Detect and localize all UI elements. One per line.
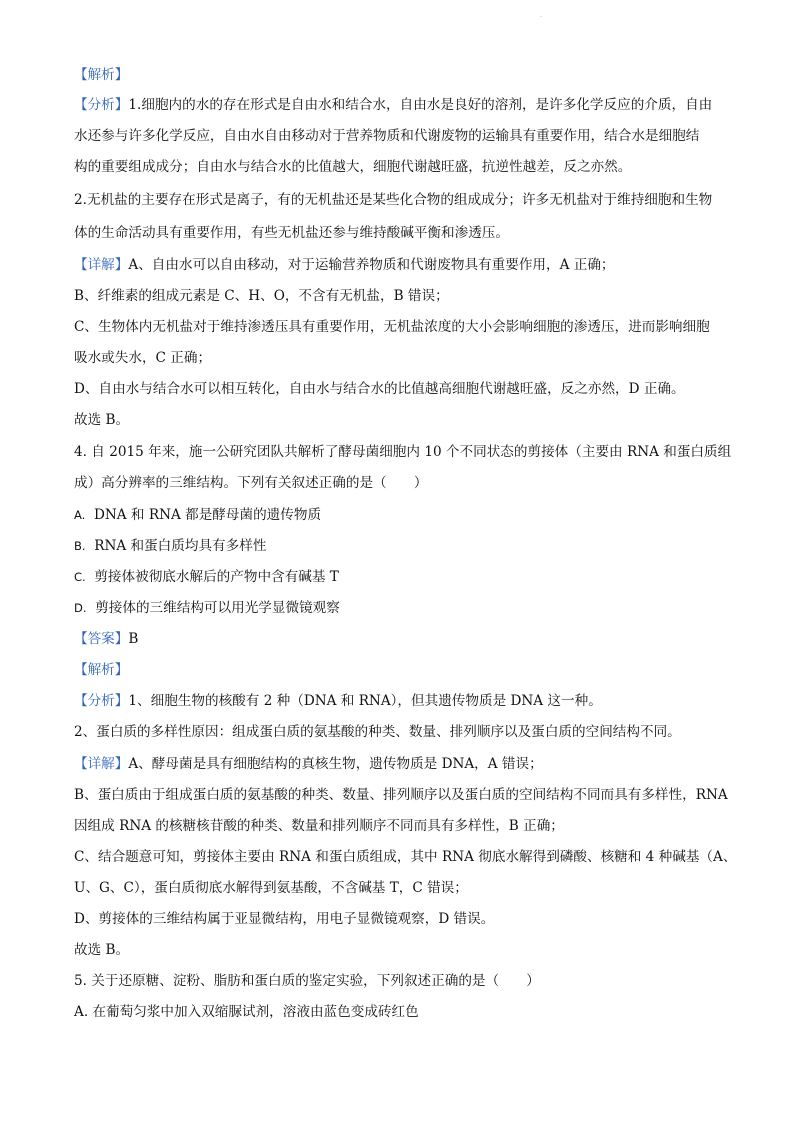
q4-conclusion-line: 故选 B。 [74, 942, 130, 958]
detail-tag: 【详解】 [74, 257, 129, 273]
detail-line-2: B、纤维素的组成元素是 C、H、O，不含有无机盐，B 错误； [74, 288, 449, 304]
q4-stem-line-2: 成）高分辨率的三维结构。下列有关叙述正确的是（ ） [74, 475, 428, 491]
answer-tag: 【答案】 [74, 631, 129, 647]
analysis-line-5: 体的生命活动具有重要作用，有些无机盐还参与维持酸碱平衡和渗透压。 [74, 225, 509, 241]
analysis-line-4: 2.无机盐的主要存在形式是离子，有的无机盐还是某些化合物的组成成分；许多无机盐对于维持细胞和生物 [74, 192, 713, 208]
analysis-line-2: 水还参与许多化学反应，自由水自由移动对于营养物质和代谢废物的运输具有重要作用，结合水是细胞结 [74, 128, 700, 144]
corner-mark: · [540, 14, 542, 21]
detail-line-5: D、自由水与结合水可以相互转化，自由水与结合水的比值越高细胞代谢越旺盛，反之亦然，D 正确。 [74, 381, 685, 397]
q4-detail-line-3: 因组成 RNA 的核糖核苷酸的种类、数量和排列顺序不同而具有多样性，B 正确； [74, 818, 564, 834]
analysis-line-3: 构的重要组成成分；自由水与结合水的比值越大，细胞代谢越旺盛，抗逆性越差，反之亦然。 [74, 159, 632, 175]
detail-line-4: 吸水或失水，C 正确； [74, 350, 212, 366]
q4-analysis-line-2: 2、蛋白质的多样性原因：组成蛋白质的氨基酸的种类、数量、排列顺序以及蛋白质的空间结构不同。 [74, 724, 681, 740]
q4-detail-tag: 【详解】 [74, 756, 129, 772]
q4-answer: 【答案】B [74, 631, 139, 647]
q5-stem: 5. 关于还原糖、淀粉、脂肪和蛋白质的鉴定实验，下列叙述正确的是（ ） [74, 973, 540, 989]
q4-detail-line-4: C、结合题意可知，剪接体主要由 RNA 和蛋白质组成，其中 RNA 彻底水解得到磷酸、核糖和 4 种碱基（A、 [74, 849, 737, 865]
q4-option-c: C. 剪接体被彻底水解后的产物中含有碱基 T [74, 569, 339, 585]
q4-option-a: A. DNA 和 RNA 都是酵母菌的遗传物质 [74, 507, 322, 523]
q4-option-d: D. 剪接体的三维结构可以用光学显微镜观察 [74, 600, 340, 616]
q4-detail-line-6: D、剪接体的三维结构属于亚显微结构，用电子显微镜观察，D 错误。 [74, 911, 495, 927]
detail-line-3: C、生物体内无机盐对于维持渗透压具有重要作用，无机盐浓度的大小会影响细胞的渗透压，进而影响细胞 [74, 319, 710, 335]
conclusion-line: 故选 B。 [74, 412, 130, 428]
q4-stem-line-1: 4. 自 2015 年来，施一公研究团队共解析了酵母菌细胞内 10 个不同状态的剪接体（主要由 RNA 和蛋白质组 [74, 444, 732, 460]
analysis-tag: 【分析】 [74, 97, 129, 113]
q4-analysis-heading: 【解析】 [74, 662, 129, 678]
q4-analysis-line-1: 【分析】1、细胞生物的核酸有 2 种（DNA 和 RNA），但其遗传物质是 DNA 这一种。 [74, 693, 602, 709]
detail-line-1: 【详解】A、自由水可以自由移动，对于运输营养物质和代谢废物具有重要作用，A 正确； [74, 257, 615, 273]
q5-option-a: A. 在葡萄匀浆中加入双缩脲试剂，溶液由蓝色变成砖红色 [74, 1004, 419, 1020]
q4-detail-line-2: B、蛋白质由于组成蛋白质的氨基酸的种类、数量、排列顺序以及蛋白质的空间结构不同而具有多样性，RNA [74, 787, 728, 803]
q4-detail-line-1: 【详解】A、酵母菌是具有细胞结构的真核生物，遗传物质是 DNA，A 错误； [74, 756, 543, 772]
q4-detail-line-5: U、G、C），蛋白质彻底水解得到氨基酸，不含碱基 T，C 错误； [74, 880, 468, 896]
q4-analysis-tag: 【分析】 [74, 693, 129, 709]
analysis-line-1: 【分析】1.细胞内的水的存在形式是自由水和结合水，自由水是良好的溶剂，是许多化学反应的介质，自由 [74, 97, 713, 113]
analysis-heading: 【解析】 [74, 67, 129, 83]
q4-option-b: B. RNA 和蛋白质均具有多样性 [74, 538, 267, 554]
